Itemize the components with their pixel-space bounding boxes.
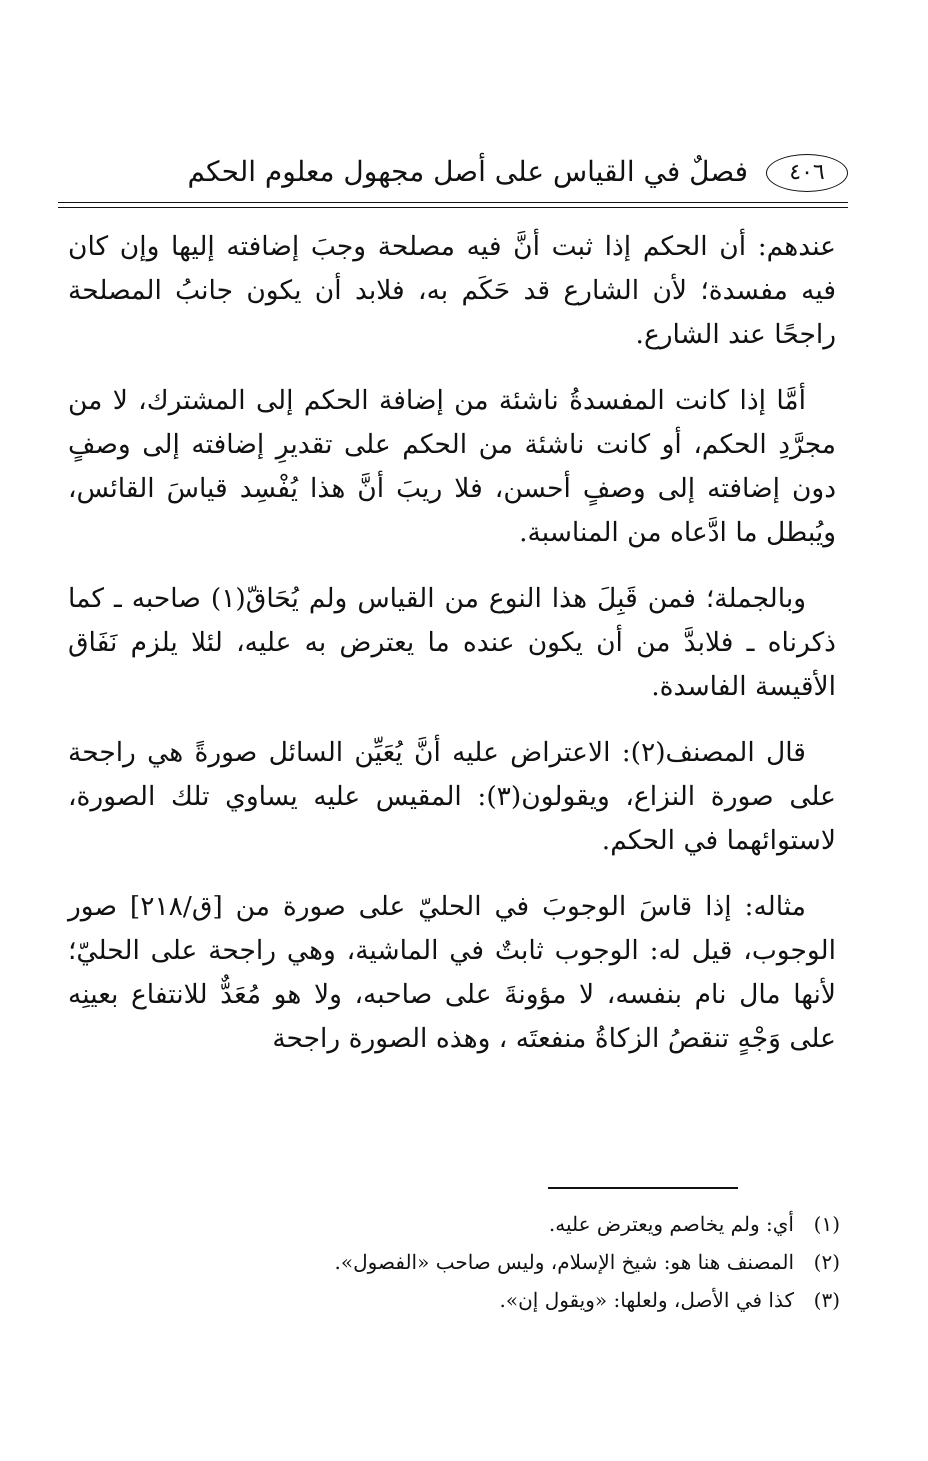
paragraph-4: قال المصنف(٢): الاعتراض عليه أنَّ يُعَيِّن السائل صورةً هي راجحة على صورة النزاع، ويقولون(٣): المقيس عليه يساوي تلك الصورة، لاستوائهما في الحكم. — [68, 737, 836, 856]
paragraph-5: مثاله: إذا قاسَ الوجوبَ في الحليّ على صورة من [ق/٢١٨] صور الوجوب، قيل له: الوجوب ثابتٌ في الماشية، وهي راجحة على الحليّ؛ لأنها مال نام بنفسه، لا مؤونةَ على صاحبه، ولا هو مُعَدٌّ للانتفاع بعينِه على وَجْهٍ تنقصُ الزكاةُ منفعتَه ، وهذه الصورة راجحة — [68, 891, 836, 1054]
paragraph-3: وبالجملة؛ فمن قَبِلَ هذا النوع من القياس ولم يُحَاقّ(١) صاحبه ـ كما ذكرناه ـ فلابدَّ من أن يكون عنده ما يعترض به عليه، لئلا يلزم نَفَاق الأقيسة الفاسدة. — [68, 583, 836, 702]
footnote-separator — [548, 1187, 738, 1189]
footnote-mark: (٢) — [813, 1250, 840, 1274]
paragraph-1: عندهم: أن الحكم إذا ثبت أنَّ فيه مصلحة وجبَ إضافته إليها وإن كان فيه مفسدة؛ لأن الشارع قد حَكَم به، فلابد أن يكون جانبُ المصلحة راجحًا عند الشارع. — [68, 231, 836, 350]
footnotes — [140, 1205, 840, 1319]
footnote-2 — [140, 1243, 840, 1281]
footnote-mark: (٣) — [813, 1288, 840, 1312]
header-rule — [58, 202, 848, 203]
footnote-mark: (١) — [813, 1212, 840, 1236]
footnote-3 — [140, 1281, 840, 1319]
main-text — [68, 225, 836, 1083]
footnote-text: المصنف هنا هو: شيخ الإسلام، وليس صاحب «الفصول». — [334, 1250, 794, 1274]
footnote-1 — [140, 1205, 840, 1243]
header-rule-thin — [58, 207, 848, 208]
paragraph-2: أمَّا إذا كانت المفسدةُ ناشئة من إضافة الحكم إلى المشترك، لا من مجرَّدِ الحكم، أو كانت ناشئة من الحكم على تقديرِ إضافته إلى وصفٍ دون إضافته إلى وصفٍ أحسن، فلا ريبَ أنَّ هذا يُفْسِد قياسَ القائس، ويُبطل ما ادَّعاه من المناسبة. — [68, 385, 836, 548]
running-title: فصلٌ في القياس على أصل مجهول معلوم الحكم — [187, 155, 748, 188]
footnote-text: أي: ولم يخاصم ويعترض عليه. — [548, 1212, 794, 1236]
page-number: ٤٠٦ — [766, 154, 848, 192]
footnote-text: كذا في الأصل، ولعلها: «ويقول إن». — [499, 1288, 794, 1312]
page-header — [58, 150, 848, 200]
